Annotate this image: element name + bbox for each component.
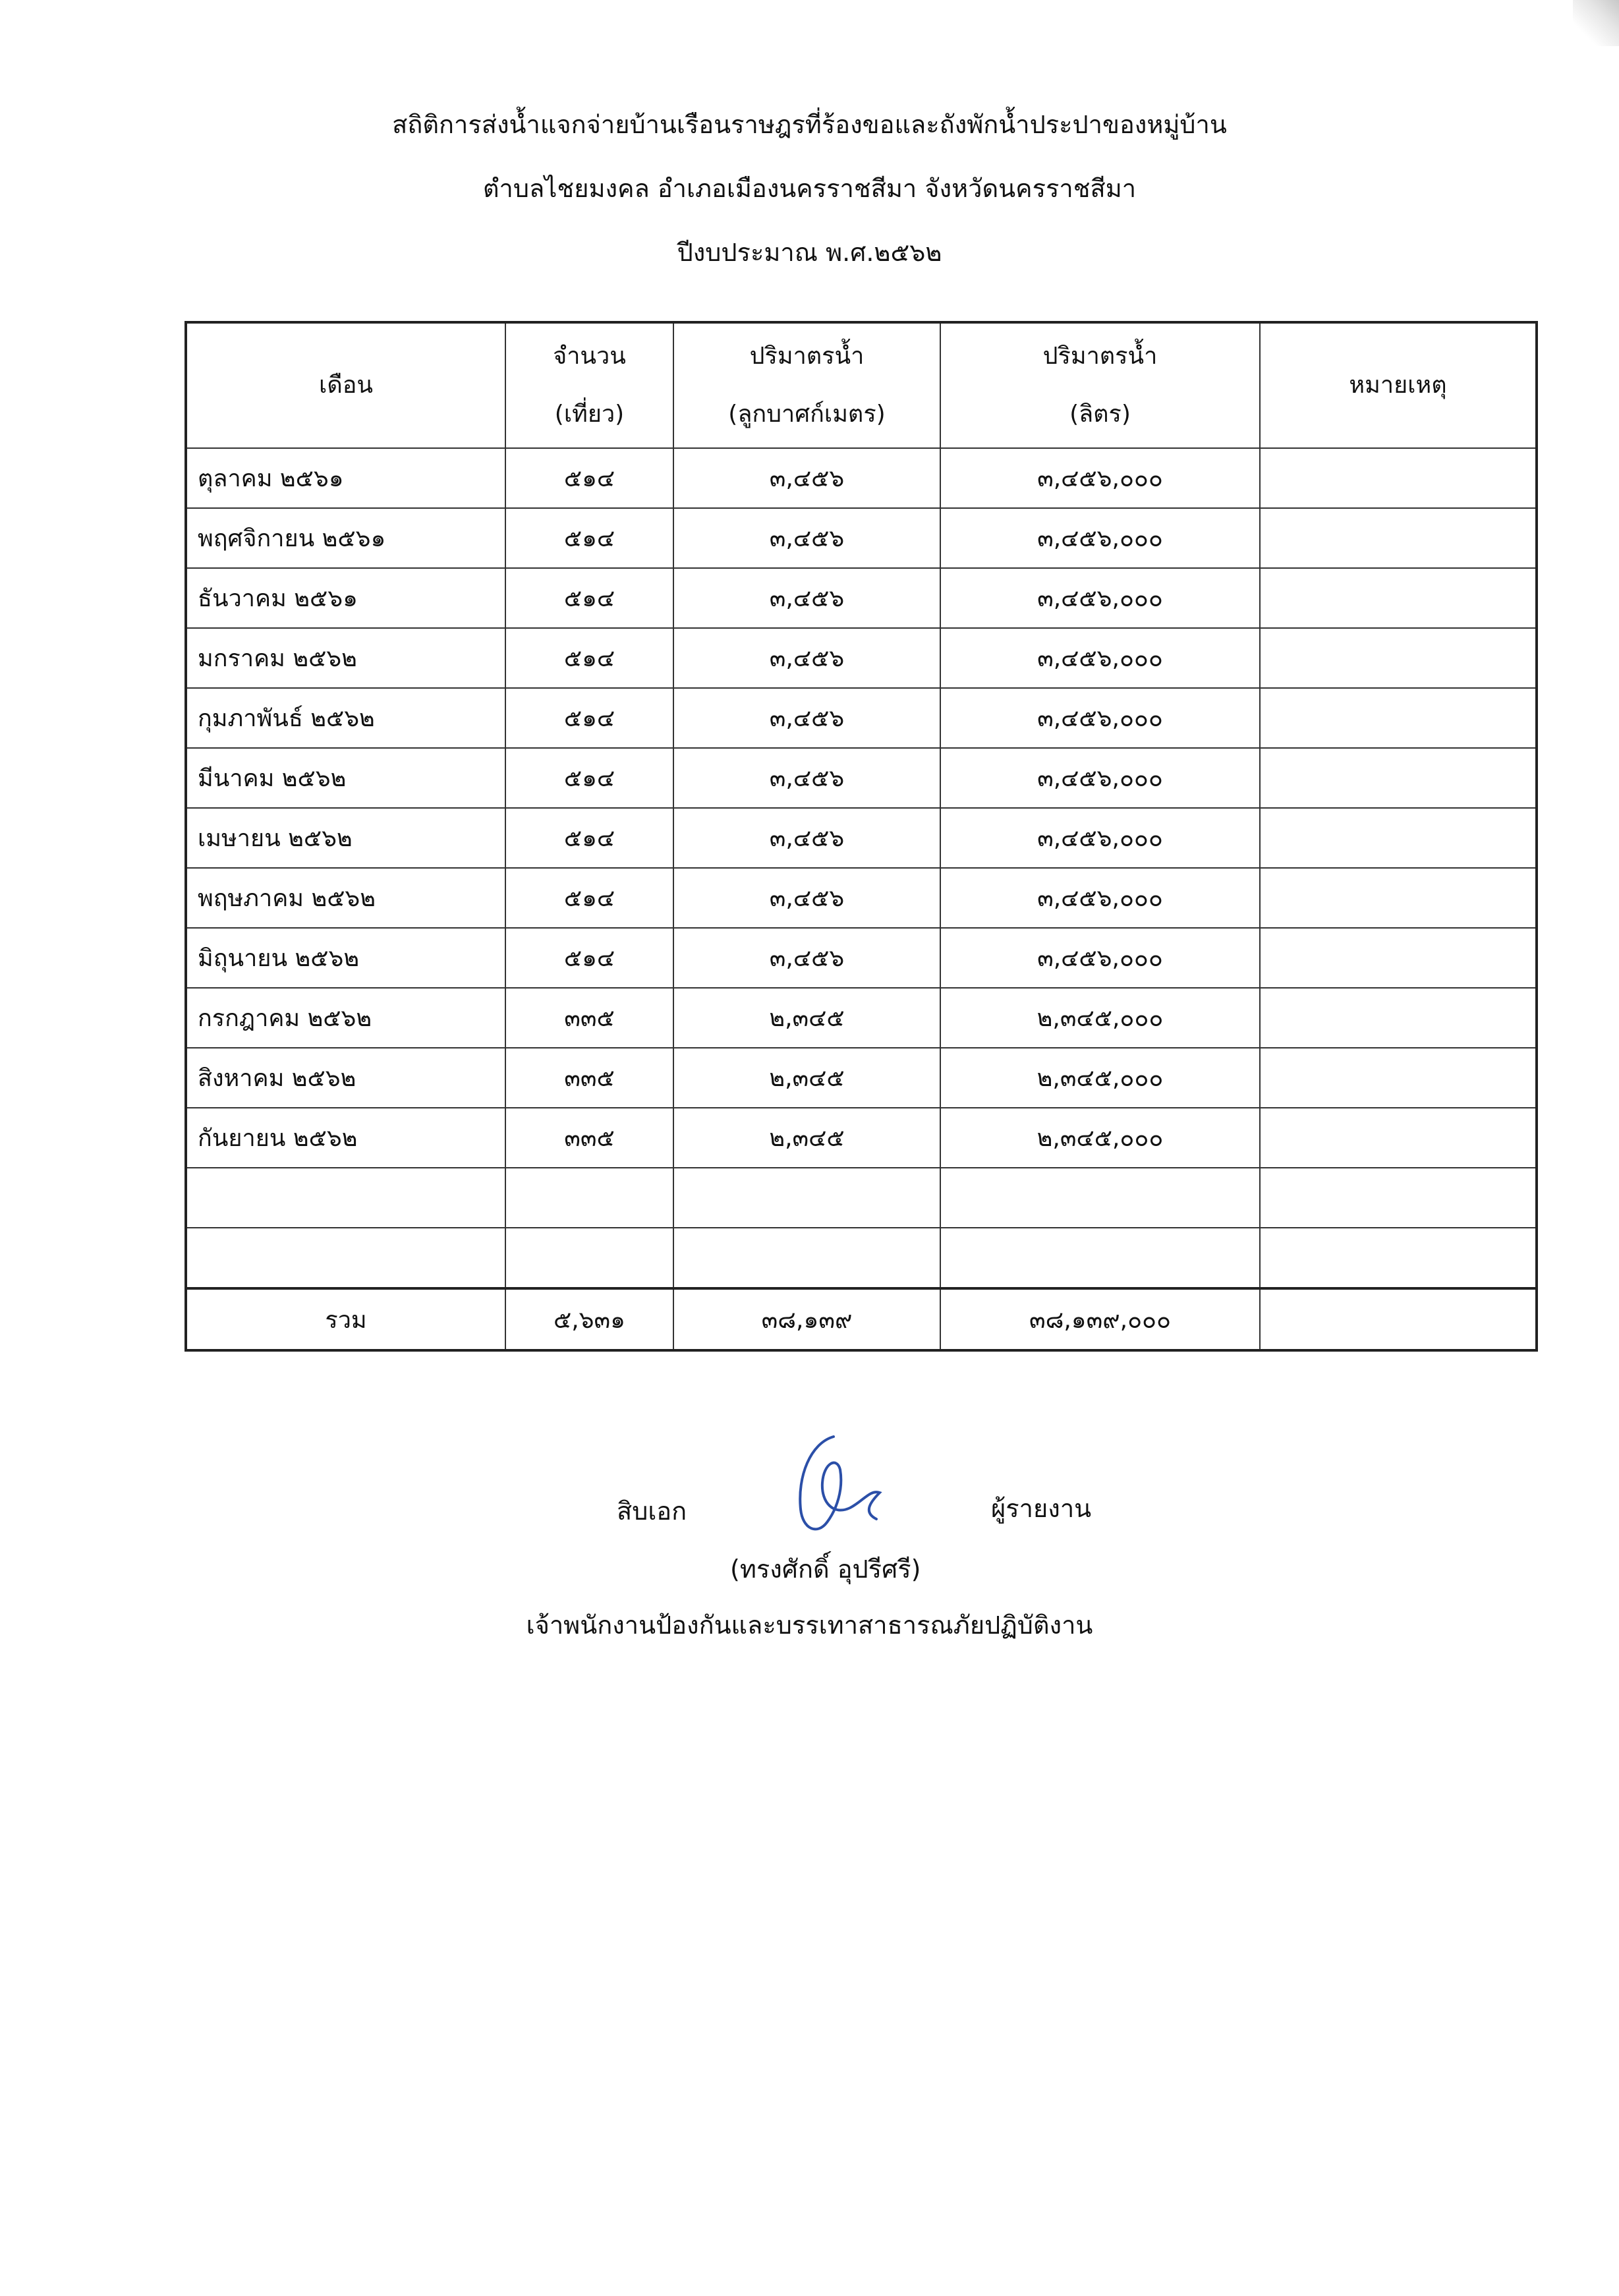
cell-liters: ๓,๔๕๖,๐๐๐ <box>940 568 1260 628</box>
header-remarks: หมายเหตุ <box>1260 322 1537 448</box>
header-trips: จำนวน (เที่ยว) <box>505 322 673 448</box>
cell-cubic-meters <box>673 1168 940 1228</box>
cell-remarks <box>1260 568 1537 628</box>
cell-month: เมษายน ๒๕๖๒ <box>186 808 505 868</box>
table-row <box>186 628 1537 688</box>
cell-cubic-meters: ๓,๔๕๖ <box>673 868 940 928</box>
cell-remarks <box>1260 1048 1537 1108</box>
cell-cubic-meters: ๓,๔๕๖ <box>673 928 940 988</box>
signer-rank: สิบเอก <box>617 1497 687 1526</box>
table-header-row <box>186 322 1537 448</box>
cell-cubic-meters <box>673 1228 940 1288</box>
cell-liters: ๓,๔๕๖,๐๐๐ <box>940 628 1260 688</box>
cell-trips: ๕๑๔ <box>505 448 673 508</box>
header-liters: ปริมาตรน้ำ (ลิตร) <box>940 322 1260 448</box>
cell-liters: ๓,๔๕๖,๐๐๐ <box>940 868 1260 928</box>
cell-month: พฤษภาคม ๒๕๖๒ <box>186 868 505 928</box>
cell-remarks <box>1260 1228 1537 1288</box>
table-row <box>186 748 1537 808</box>
table-row <box>186 508 1537 568</box>
cell-liters: ๒,๓๔๕,๐๐๐ <box>940 988 1260 1048</box>
cell-trips: ๓๓๕ <box>505 1048 673 1108</box>
cell-liters: ๓,๔๕๖,๐๐๐ <box>940 928 1260 988</box>
signer-position: เจ้าพนักงานป้องกันและบรรเทาสาธารณภัยปฏิบัติงาน <box>526 1611 1093 1640</box>
cell-trips: ๕๑๔ <box>505 628 673 688</box>
table-row <box>186 568 1537 628</box>
cell-trips <box>505 1228 673 1288</box>
cell-cubic-meters: ๒,๓๔๕ <box>673 1108 940 1168</box>
cell-remarks <box>1260 868 1537 928</box>
cell-remarks <box>1260 808 1537 868</box>
cell-trips: ๕๑๔ <box>505 568 673 628</box>
total-liters: ๓๘,๑๓๙,๐๐๐ <box>940 1288 1260 1350</box>
cell-cubic-meters: ๓,๔๕๖ <box>673 808 940 868</box>
cell-liters: ๓,๔๕๖,๐๐๐ <box>940 808 1260 868</box>
cell-liters: ๓,๔๕๖,๐๐๐ <box>940 508 1260 568</box>
cell-trips: ๕๑๔ <box>505 928 673 988</box>
cell-liters: ๒,๓๔๕,๐๐๐ <box>940 1048 1260 1108</box>
cell-trips: ๕๑๔ <box>505 688 673 748</box>
table-row <box>186 1048 1537 1108</box>
cell-month: ธันวาคม ๒๕๖๑ <box>186 568 505 628</box>
table-row <box>186 988 1537 1048</box>
table-row <box>186 868 1537 928</box>
title-line-1: สถิติการส่งน้ำแจกจ่ายบ้านเรือนราษฎรที่ร้องขอและถังพักน้ำประปาของหมู่บ้าน <box>392 110 1227 139</box>
total-trips: ๕,๖๓๑ <box>505 1288 673 1350</box>
cell-remarks <box>1260 628 1537 688</box>
handwritten-signature <box>771 1430 890 1542</box>
table-row <box>186 1168 1537 1228</box>
table-row <box>186 1108 1537 1168</box>
cell-trips: ๕๑๔ <box>505 508 673 568</box>
cell-month: กุมภาพันธ์ ๒๕๖๒ <box>186 688 505 748</box>
cell-trips: ๕๑๔ <box>505 808 673 868</box>
cell-trips: ๓๓๕ <box>505 988 673 1048</box>
scan-edge-shadow <box>1573 0 1619 46</box>
cell-cubic-meters: ๓,๔๕๖ <box>673 448 940 508</box>
cell-cubic-meters: ๓,๔๕๖ <box>673 568 940 628</box>
cell-remarks <box>1260 508 1537 568</box>
cell-cubic-meters: ๓,๔๕๖ <box>673 688 940 748</box>
table-row <box>186 1228 1537 1288</box>
total-remarks <box>1260 1288 1537 1350</box>
cell-month: สิงหาคม ๒๕๖๒ <box>186 1048 505 1108</box>
table-total-row <box>186 1288 1537 1350</box>
table-row <box>186 808 1537 868</box>
header-month: เดือน <box>186 322 505 448</box>
total-cubic-meters: ๓๘,๑๓๙ <box>673 1288 940 1350</box>
cell-cubic-meters: ๓,๔๕๖ <box>673 628 940 688</box>
title-line-3: ปีงบประมาณ พ.ศ.๒๕๖๒ <box>677 238 942 267</box>
title-line-2: ตำบลไชยมงคล อำเภอเมืองนครราชสีมา จังหวัดนครราชสีมา <box>482 174 1137 203</box>
cell-liters: ๓,๔๕๖,๐๐๐ <box>940 448 1260 508</box>
cell-cubic-meters: ๒,๓๔๕ <box>673 1048 940 1108</box>
cell-month: มิถุนายน ๒๕๖๒ <box>186 928 505 988</box>
cell-trips: ๕๑๔ <box>505 748 673 808</box>
cell-trips <box>505 1168 673 1228</box>
cell-month: ตุลาคม ๒๕๖๑ <box>186 448 505 508</box>
cell-month <box>186 1228 505 1288</box>
cell-remarks <box>1260 988 1537 1048</box>
cell-month: มกราคม ๒๕๖๒ <box>186 628 505 688</box>
cell-month: กันยายน ๒๕๖๒ <box>186 1108 505 1168</box>
cell-month: พฤศจิกายน ๒๕๖๑ <box>186 508 505 568</box>
cell-trips: ๕๑๔ <box>505 868 673 928</box>
cell-remarks <box>1260 688 1537 748</box>
cell-remarks <box>1260 928 1537 988</box>
cell-liters: ๒,๓๔๕,๐๐๐ <box>940 1108 1260 1168</box>
cell-month: มีนาคม ๒๕๖๒ <box>186 748 505 808</box>
header-cubic-meters: ปริมาตรน้ำ (ลูกบาศก์เมตร) <box>673 322 940 448</box>
cell-liters <box>940 1168 1260 1228</box>
cell-month: กรกฎาคม ๒๕๖๒ <box>186 988 505 1048</box>
cell-cubic-meters: ๒,๓๔๕ <box>673 988 940 1048</box>
cell-liters: ๓,๔๕๖,๐๐๐ <box>940 688 1260 748</box>
cell-cubic-meters: ๓,๔๕๖ <box>673 748 940 808</box>
signer-role: ผู้รายงาน <box>991 1494 1092 1523</box>
cell-trips: ๓๓๕ <box>505 1108 673 1168</box>
cell-remarks <box>1260 1108 1537 1168</box>
table-row <box>186 448 1537 508</box>
cell-liters <box>940 1228 1260 1288</box>
signer-name: (ทรงศักดิ์ อุปรีศรี) <box>730 1555 921 1584</box>
cell-remarks <box>1260 748 1537 808</box>
cell-remarks <box>1260 1168 1537 1228</box>
water-distribution-table <box>185 321 1538 1352</box>
cell-remarks <box>1260 448 1537 508</box>
table-row <box>186 688 1537 748</box>
cell-month <box>186 1168 505 1228</box>
cell-cubic-meters: ๓,๔๕๖ <box>673 508 940 568</box>
cell-liters: ๓,๔๕๖,๐๐๐ <box>940 748 1260 808</box>
total-label: รวม <box>186 1288 505 1350</box>
table-row <box>186 928 1537 988</box>
